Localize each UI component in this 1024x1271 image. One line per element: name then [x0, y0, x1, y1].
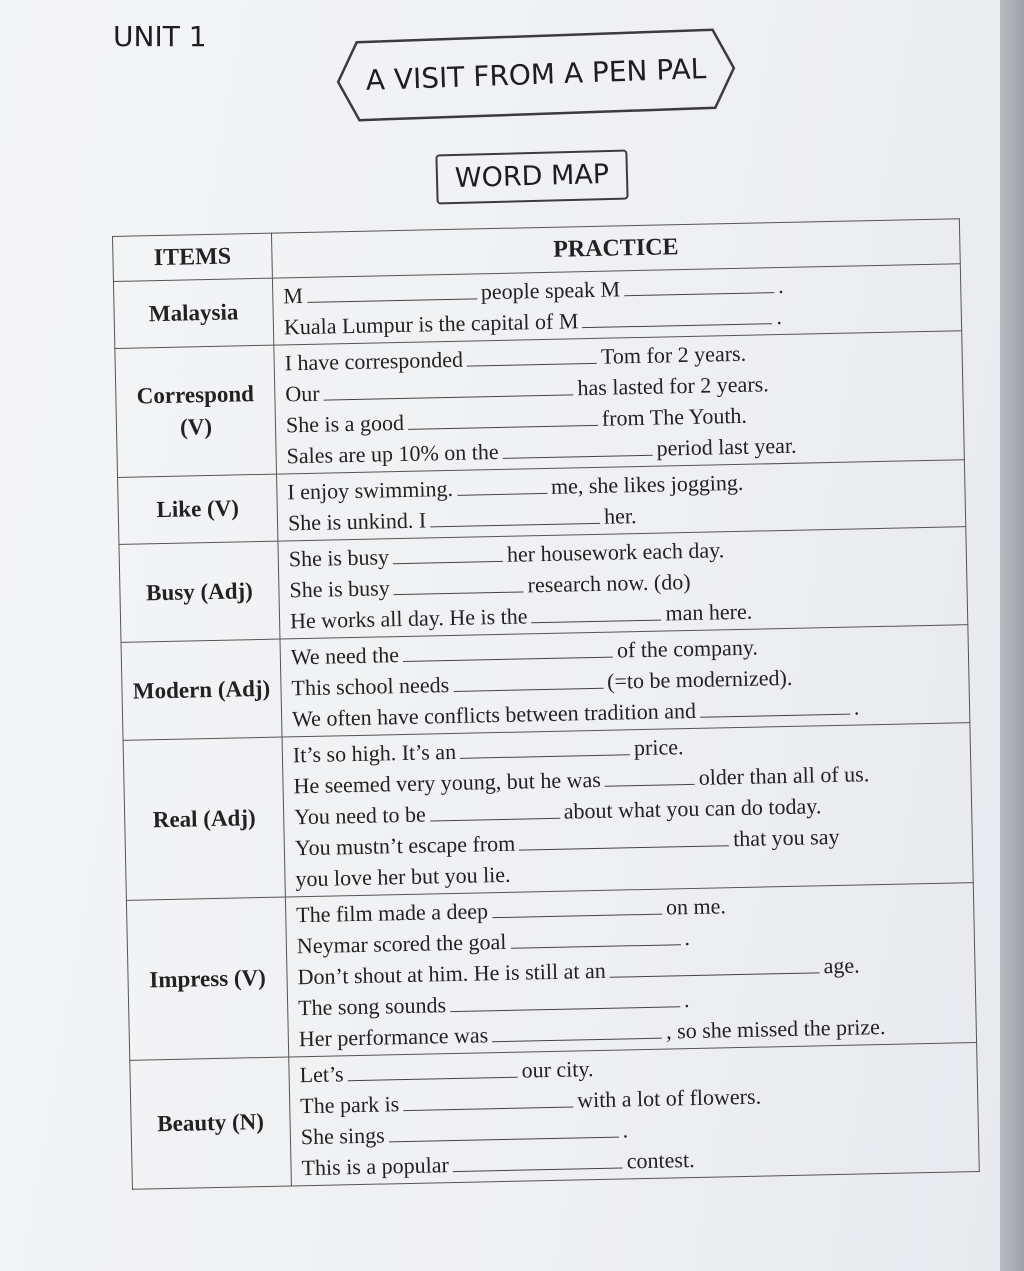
answer-blank[interactable]	[450, 986, 680, 1012]
table-row	[119, 527, 968, 643]
practice-text: her.	[603, 503, 637, 529]
item-cell: Like (V)	[118, 474, 278, 544]
column-header-items: ITEMS	[113, 233, 273, 281]
practice-text: .	[853, 694, 860, 720]
answer-blank[interactable]	[393, 541, 503, 564]
practice-text: Sales are up 10% on the	[286, 438, 499, 469]
item-cell: Real (Adj)	[123, 737, 285, 900]
practice-text: Don’t shout at him. He is still at an	[297, 957, 606, 990]
practice-text: You mustn’t escape from	[294, 830, 516, 861]
practice-text: Kuala Lumpur is the capital of M	[283, 308, 579, 340]
title-banner	[335, 27, 738, 123]
answer-blank[interactable]	[467, 343, 597, 367]
practice-text: She is unkind. I	[287, 507, 427, 536]
practice-text: She is busy	[289, 575, 390, 603]
answer-blank[interactable]	[502, 435, 652, 459]
item-cell: Malaysia	[113, 278, 273, 348]
practice-text: price.	[633, 734, 684, 761]
answer-blank[interactable]	[605, 764, 695, 787]
answer-blank[interactable]	[492, 894, 662, 919]
section-heading-box	[435, 149, 628, 204]
page-title: A VISIT FROM A PEN PAL	[365, 52, 707, 97]
practice-cell	[282, 723, 973, 897]
practice-text: We need the	[290, 642, 400, 670]
practice-text: .	[683, 987, 690, 1013]
practice-text: This is a popular	[301, 1152, 450, 1181]
practice-text: .	[684, 925, 691, 951]
practice-cell	[274, 331, 965, 474]
answer-blank[interactable]	[323, 374, 573, 400]
answer-blank[interactable]	[388, 1117, 618, 1143]
practice-text: It’s so high. It’s an	[292, 738, 457, 768]
answer-blank[interactable]	[453, 668, 603, 692]
item-cell: Beauty (N)	[130, 1057, 292, 1189]
answer-blank[interactable]	[403, 637, 613, 662]
practice-text: .	[622, 1117, 629, 1143]
answer-blank[interactable]	[347, 1057, 517, 1082]
practice-text: on me.	[665, 893, 727, 920]
practice-text: She is busy	[288, 544, 390, 572]
table-row	[126, 883, 976, 1061]
practice-text: Let’s	[299, 1061, 344, 1088]
table-row	[130, 1043, 980, 1190]
practice-text: contest.	[626, 1147, 695, 1174]
practice-text: Tom for 2 years.	[600, 340, 747, 369]
practice-text: people speak M	[480, 276, 621, 305]
practice-text: The film made a deep	[295, 898, 489, 928]
practice-text: her housework each day.	[506, 537, 725, 567]
practice-cell	[278, 527, 968, 639]
practice-text: me, she likes jogging.	[550, 469, 744, 499]
answer-blank[interactable]	[519, 825, 729, 850]
practice-text: has lasted for 2 years.	[577, 371, 769, 401]
practice-text: .	[777, 272, 784, 299]
answer-blank[interactable]	[492, 1018, 662, 1043]
practice-text: She is a good	[285, 409, 405, 438]
unit-label: UNIT 1	[113, 20, 207, 53]
background-edge	[1000, 0, 1024, 1271]
answer-blank[interactable]	[429, 798, 559, 822]
practice-text: , so she missed the prize.	[665, 1013, 886, 1044]
practice-text: you love her but you lie.	[295, 861, 511, 892]
item-cell: Busy (Adj)	[119, 541, 280, 642]
practice-text: .	[776, 303, 783, 330]
answer-blank[interactable]	[609, 952, 819, 977]
answer-blank[interactable]	[307, 278, 477, 303]
practice-text: period last year.	[656, 432, 797, 461]
practice-text: that you say	[732, 823, 840, 852]
table-row	[123, 723, 973, 901]
practice-text: She sings	[300, 1122, 385, 1150]
practice-text: our city.	[521, 1056, 594, 1083]
table-row	[121, 625, 970, 741]
practice-cell	[289, 1043, 980, 1186]
column-header-practice: PRACTICE	[271, 219, 960, 278]
answer-blank[interactable]	[457, 473, 547, 496]
answer-blank[interactable]	[393, 571, 523, 595]
practice-text: of the company.	[616, 634, 759, 663]
practice-text: Neymar scored the goal	[296, 928, 507, 959]
answer-blank[interactable]	[531, 600, 661, 624]
practice-text: (=to be modernized).	[606, 664, 793, 694]
answer-blank[interactable]	[453, 1148, 623, 1173]
practice-text: The song sounds	[297, 992, 447, 1021]
practice-text: man here.	[665, 598, 753, 626]
answer-blank[interactable]	[408, 405, 598, 430]
item-cell: Correspond (V)	[115, 345, 277, 477]
word-map-table	[112, 218, 980, 1190]
practice-text: The park is	[299, 1091, 400, 1119]
practice-text: M	[283, 283, 304, 309]
practice-text: He seemed very young, but he was	[293, 766, 602, 799]
answer-blank[interactable]	[582, 303, 772, 328]
practice-text: with a lot of flowers.	[576, 1083, 762, 1113]
word-map-table-wrapper	[112, 218, 980, 1190]
practice-text: about what you can do today.	[563, 793, 822, 824]
practice-text: I enjoy swimming.	[287, 475, 454, 505]
practice-text: You need to be	[293, 801, 427, 830]
practice-cell	[280, 625, 970, 737]
answer-blank[interactable]	[700, 694, 850, 718]
answer-blank[interactable]	[624, 272, 774, 296]
item-cell: Modern (Adj)	[121, 639, 282, 740]
practice-cell	[285, 883, 976, 1057]
table-row	[115, 331, 965, 478]
practice-text: from The Youth.	[601, 402, 748, 431]
answer-blank[interactable]	[403, 1087, 573, 1112]
answer-blank[interactable]	[460, 734, 630, 759]
item-cell: Impress (V)	[126, 897, 288, 1060]
section-heading: WORD MAP	[454, 158, 610, 195]
practice-text: He works all day. He is the	[289, 603, 528, 634]
practice-text: This school needs	[291, 672, 450, 701]
practice-text: We often have conflicts between tradition and	[291, 697, 697, 732]
practice-text: Our	[285, 380, 320, 407]
answer-blank[interactable]	[510, 924, 680, 949]
practice-text: research now. (do)	[527, 568, 691, 598]
practice-text: age.	[823, 952, 860, 979]
practice-text: older than all of us.	[698, 761, 870, 790]
answer-blank[interactable]	[430, 503, 600, 528]
practice-text: I have corresponded	[284, 346, 464, 376]
practice-text: Her performance was	[298, 1022, 489, 1052]
